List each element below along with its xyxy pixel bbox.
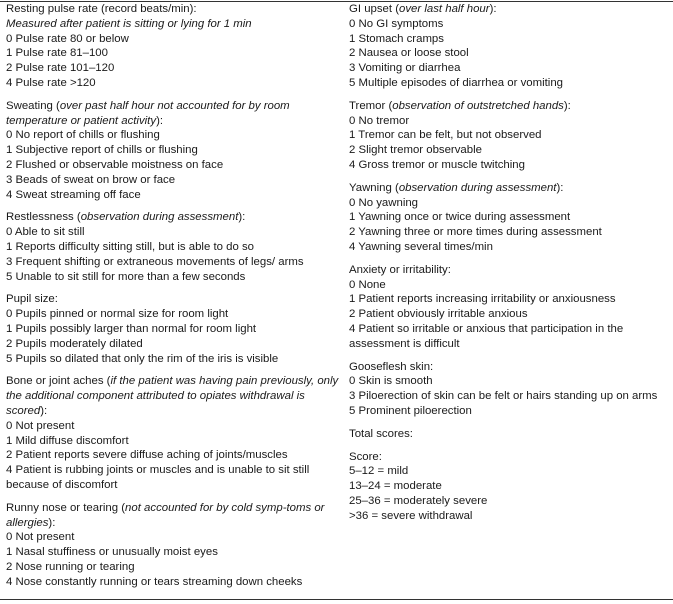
section-title-tail: ): <box>48 516 56 529</box>
section-title-text: Tremor ( <box>349 99 393 112</box>
section-title <box>349 99 669 114</box>
score-item: 1 Reports difficulty sitting still, but is able to do so <box>6 240 254 253</box>
section-title-text: Yawning ( <box>349 181 399 194</box>
section-title <box>6 374 342 418</box>
section-title-qualifier: over past half hour not accounted for by room temperature or patient activity <box>6 99 290 127</box>
score-item: 2 Nausea or loose stool <box>349 47 469 60</box>
section-title-text: Score: <box>349 450 382 463</box>
score-item: 13–24 = moderate <box>349 480 442 493</box>
score-item: 1 Patient reports increasing irritability or anxiousness <box>349 293 616 306</box>
section-title-tail: ): <box>556 181 564 194</box>
section-title-text: Sweating ( <box>6 99 60 112</box>
section-title-text: Bone or joint aches ( <box>6 375 111 388</box>
score-item: 4 Nose constantly running or tears streaming down cheeks <box>6 575 303 588</box>
score-item: 0 Pupils pinned or normal size for room light <box>6 308 229 321</box>
score-item: 1 Tremor can be felt, but not observed <box>349 129 542 142</box>
score-item: 0 No GI symptoms <box>349 17 444 30</box>
score-item: 2 Pulse rate 101–120 <box>6 62 115 75</box>
score-item: 0 Able to sit still <box>6 226 85 239</box>
section-title-tail: ): <box>563 99 571 112</box>
score-item: 0 None <box>349 278 386 291</box>
score-item: 5 Pupils so dilated that only the rim of the iris is visible <box>6 352 279 365</box>
section-title-qualifier: observation of outstretched hands <box>392 99 564 112</box>
score-item: 4 Patient so irritable or anxious that participation in the assessment is difficult <box>349 322 624 350</box>
score-item: 4 Gross tremor or muscle twitching <box>349 158 525 171</box>
score-item: 0 Skin is smooth <box>349 375 433 388</box>
score-item: 4 Sweat streaming off face <box>6 188 141 201</box>
section-yawning <box>349 181 669 255</box>
score-item: 1 Stomach cramps <box>349 32 444 45</box>
section-title <box>6 501 342 531</box>
section-title-text: Anxiety or irritability: <box>349 263 451 276</box>
section-score <box>349 450 669 524</box>
section-title <box>349 263 669 278</box>
section-resting-pulse-rate-record-beats-min <box>6 2 342 91</box>
score-item: 3 Frequent shifting or extraneous movements of legs/ arms <box>6 255 304 268</box>
left-column <box>6 2 342 597</box>
score-item: 5 Multiple episodes of diarrhea or vomiting <box>349 76 564 89</box>
score-item: 2 Flushed or observable moistness on face <box>6 158 224 171</box>
score-item: 4 Patient is rubbing joints or muscles and is unable to sit still because of discomfort <box>6 464 310 491</box>
score-item: 3 Beads of sweat on brow or face <box>6 173 176 186</box>
section-title-text: Pupil size: <box>6 293 58 306</box>
score-item: 5 Unable to sit still for more than a few seconds <box>6 270 246 283</box>
right-column <box>349 2 669 532</box>
score-item: 1 Subjective report of chills or flushing <box>6 144 198 157</box>
score-item: 4 Yawning several times/min <box>349 240 493 253</box>
section-title-tail: ): <box>156 114 164 127</box>
score-item: 2 Yawning three or more times during assessment <box>349 226 602 239</box>
section-title <box>349 450 669 465</box>
score-item: 2 Nose running or tearing <box>6 560 135 573</box>
section-anxiety-or-irritability <box>349 263 669 352</box>
score-item: 1 Pulse rate 81–100 <box>6 47 108 60</box>
section-title <box>349 2 669 17</box>
section-title-text: Restlessness ( <box>6 211 81 224</box>
section-title-qualifier: observation during assessment <box>398 181 557 194</box>
section-restlessness <box>6 210 342 284</box>
section-sweating <box>6 99 342 203</box>
score-item: 5–12 = mild <box>349 465 409 478</box>
section-runny-nose-or-tearing <box>6 501 342 590</box>
section-title <box>349 360 669 375</box>
section-title-tail: ): <box>40 404 48 417</box>
score-item: 2 Patient reports severe diffuse aching of joints/muscles <box>6 449 288 462</box>
section-title-tail: ): <box>489 3 497 15</box>
score-item: 25–36 = moderately severe <box>349 494 488 507</box>
score-item: 2 Pupils moderately dilated <box>6 337 143 350</box>
section-total-scores <box>349 427 669 442</box>
score-item: 1 Pupils possibly larger than normal for room light <box>6 322 257 335</box>
score-item: 0 No tremor <box>349 114 410 127</box>
score-item: 3 Piloerection of skin can be felt or hairs standing up on arms <box>349 390 658 403</box>
score-item: 0 Not present <box>6 419 75 432</box>
section-title <box>6 99 342 129</box>
section-title-text: GI upset ( <box>349 3 400 15</box>
section-gooseflesh-skin <box>349 360 669 419</box>
score-item: >36 = severe withdrawal <box>349 509 473 522</box>
section-tremor <box>349 99 669 173</box>
section-title <box>349 427 669 442</box>
section-title-qualifier: if the patient was having pain previously, only the additional component attributed to opiates withdrawal is scored <box>6 375 339 417</box>
score-item: 1 Nasal stuffiness or unusually moist eyes <box>6 546 218 559</box>
score-item: 0 Not present <box>6 531 75 544</box>
score-item: 0 No report of chills or flushing <box>6 129 160 142</box>
section-title-text: Resting pulse rate (record beats/min): <box>6 3 197 15</box>
section-gi-upset <box>349 2 669 91</box>
section-title-qualifier: over last half hour <box>399 3 490 15</box>
section-subtitle: Measured after patient is sitting or lying for 1 min <box>6 17 252 30</box>
section-title-qualifier: not accounted for by cold symp-toms or allergies <box>6 501 325 529</box>
section-title <box>349 181 669 196</box>
score-item: 5 Prominent piloerection <box>349 404 472 417</box>
section-title <box>6 292 342 307</box>
score-item: 3 Vomiting or diarrhea <box>349 62 461 75</box>
bottom-rule <box>0 599 673 600</box>
section-title-text: Runny nose or tearing ( <box>6 501 126 514</box>
section-title-text: Gooseflesh skin: <box>349 360 434 373</box>
score-item: 0 Pulse rate 80 or below <box>6 32 129 45</box>
section-title <box>6 2 342 17</box>
score-item: 4 Pulse rate >120 <box>6 76 96 89</box>
section-title-tail: ): <box>238 211 246 224</box>
section-title <box>6 210 342 225</box>
score-item: 2 Patient obviously irritable anxious <box>349 308 528 321</box>
score-item: 0 No yawning <box>349 196 419 209</box>
score-item: 1 Mild diffuse discomfort <box>6 434 129 447</box>
section-title-text: Total scores: <box>349 427 413 440</box>
section-pupil-size <box>6 292 342 366</box>
score-item: 2 Slight tremor observable <box>349 144 482 157</box>
section-title-qualifier: observation during assessment <box>80 211 239 224</box>
score-item: 1 Yawning once or twice during assessment <box>349 211 571 224</box>
section-bone-or-joint-aches <box>6 374 342 492</box>
